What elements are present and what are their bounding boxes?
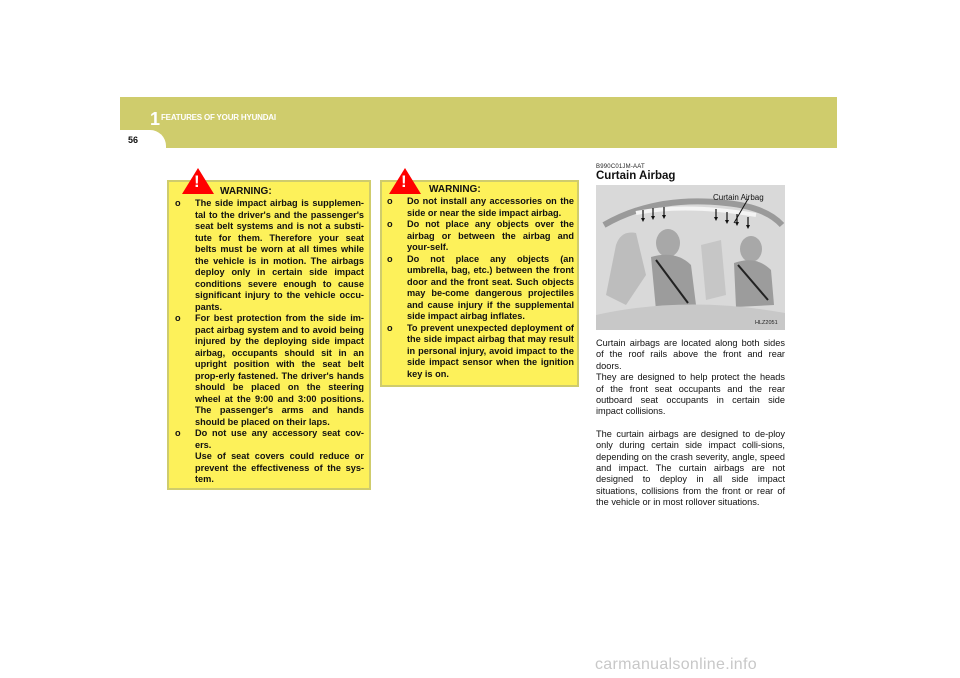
list-item: o To prevent unexpected deployment of the side impact airbag that may result in personal injury, avoid impact to the side impact sensor when the ignition key is on.: [387, 322, 574, 379]
chapter-number: 1: [150, 109, 161, 129]
page-number-tab: [120, 130, 166, 150]
list-item: o Do not place any objects over the airbag or between the airbag and your-self.: [387, 219, 574, 252]
warning-list: [387, 196, 574, 380]
list-item: o The side impact airbag is supplemen-tal to the driver's and the passenger's seat belt systems and is not a substi-tute for them. Therefore your seat belts must be worn at all times while the vehicle is in motion. The airbags deploy only in certain side impact conditions severe enough to cause significant injury to the vehicle occu-pants.: [175, 198, 364, 312]
paragraph: The curtain airbags are designed to de-ploy only during certain side impact colli-sions, depending on the crash severity, angle, speed and impact. The curtain airbags are not designed to deploy in all side impact situations, collisions from the front or rear of the vehicle or in most rollover situations.: [596, 428, 785, 508]
curtain-airbag-illustration: [596, 185, 785, 330]
list-item: o Do not install any accessories on the side or near the side impact airbag.: [387, 196, 574, 218]
warning-list: [175, 198, 364, 486]
figure-code: HLZ2051: [755, 320, 778, 326]
list-item: o Do not use any accessory seat cov-ers. Use of seat covers could reduce or prevent the effectiveness of the sys-tem.: [175, 428, 364, 484]
section-title: Curtain Airbag: [596, 170, 676, 182]
chapter-title: FEATURES OF YOUR HYUNDAI: [161, 113, 276, 122]
warning-triangle-icon: !: [389, 168, 421, 194]
figure-label: Curtain Airbag: [713, 193, 764, 202]
paragraph: They are designed to help protect the heads of the front seat occupants and the rear outboard seat occupants in certain side impact collisions.: [596, 372, 785, 417]
section-body: [596, 338, 785, 509]
warning-triangle-icon: !: [182, 168, 214, 194]
watermark: carmanualsonline.info: [595, 656, 757, 673]
car-interior-icon: [596, 185, 785, 330]
page-number: 56: [128, 135, 139, 145]
warning-title: WARNING:: [429, 184, 481, 195]
warning-title: WARNING:: [220, 186, 272, 197]
header-band: [120, 97, 837, 148]
section-code: B990C01JM-AAT: [596, 164, 645, 170]
paragraph: Curtain airbags are located along both sides of the roof rails above the front and rear doors.: [596, 338, 785, 371]
list-item: o Do not place any objects (an umbrella, bag, etc.) between the front door and the front seat. Such objects may be-come dangerous projectiles and cause injury if the supplemental side impact airbag inflates.: [387, 253, 574, 321]
list-item: o For best protection from the side im-pact airbag system and to avoid being injured by the deploying side impact airbag, occupants should sit in an upright position with the seat belt prop-erly fastened. The driver's hands should be placed on the steering wheel at the 9:00 and 3:00 positions. The passenger's arms and hands should be placed on their laps.: [175, 313, 364, 427]
